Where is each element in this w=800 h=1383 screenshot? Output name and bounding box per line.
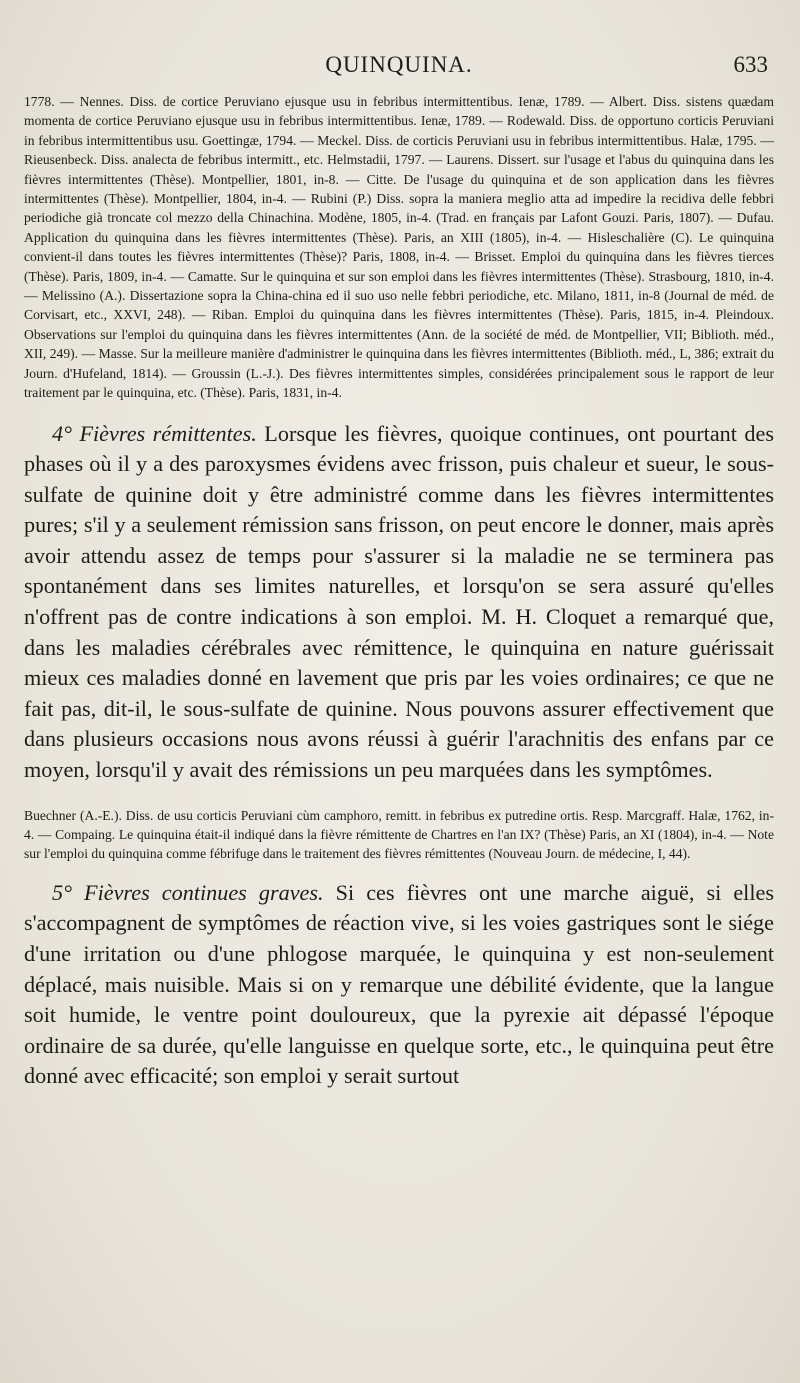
- running-title: QUINQUINA.: [325, 52, 473, 77]
- paragraph-continuous-fevers: [24, 878, 774, 1092]
- running-header: [24, 52, 774, 90]
- bibliography-block-1: 1778. — Nennes. Diss. de cortice Peruviano ejusque usu in febribus intermittentibus. Ienæ, 1789. — Albert. Diss. sistens quædam momenta de cortice Peruviano ejusque usu in febribus intermittentibus. Ienæ, 1789. — Rodewald. Diss. de opportuno corticis Peruviani in febribus intermittentibus usu. Goettingæ, 1794. — Meckel. Diss. de corticis Peruviani usu in febribus intermittentibus. Halæ, 1795. — Rieusenbeck. Diss. analecta de febribus intermitt., etc. Helmstadii, 1797. — Laurens. Dissert. sur l'usage et l'abus du quinquina dans les fièvres intermittentes (Thèse). Montpellier, 1801, in-8. — Citte. De l'usage du quinquina et de son application dans les fièvres intermittentes (Thèse). Montpellier, 1804, in-4. — Rubini (P.) Diss. sopra la maniera meglio atta ad impedire la recidiva delle febbri periodiche già troncate col mezzo della Chinachina. Modène, 1805, in-4. (Trad. en français par Lafont Gouzi. Paris, 1807). — Dufau. Application du quinquina dans les fièvres intermittentes (Thèse). Paris, an XIII (1805), in-4. — Hisleschalière (C). Le quinquina convient-il dans toutes les fièvres intermittentes (Thèse)? Paris, 1808, in-4. — Brisset. Emploi du quinquina dans les fièvres tierces (Thèse). Paris, 1809, in-4. — Camatte. Sur le quinquina et sur son emploi dans les fièvres intermittentes (Thèse). Strasbourg, 1810, in-4. — Melissino (A.). Dissertazione sopra la China-china ed il suo uso nelle febbri periodiche, etc. Milano, 1811, in-8 (Journal de méd. de Corvisart, etc., XXVI, 248). — Riban. Emploi du quinquina dans les fièvres intermittentes (Thèse). Paris, 1815, in-4. Pleindoux. Observations sur l'emploi du quinquina dans les fièvres intermittentes (Ann. de la société de méd. de Montpellier, VII; Biblioth. méd., XII, 249). — Masse. Sur la meilleure manière d'administrer le quinquina dans les fièvres intermittentes (Biblioth. méd., L, 386; extrait du Journ. d'Hufeland, 1814). — Groussin (L.-J.). Des fièvres intermittentes simples, considérées principalement sous le rapport de leur traitement par le quinquina, etc. (Thèse). Paris, 1831, in-4.: [24, 94, 774, 401]
- section-text-5: Si ces fièvres ont une marche aiguë, si elles s'accompagnent de symptômes de réaction vive, si les voies gastriques sont le siége d'une irritation ou d'une phlogose marquée, le quinquina y est non-seulement déplacé, mais nuisible. Mais si on y remarque une débilité évidente, que la langue soit humide, le ventre point douloureux, que la pyrexie ait dépassé l'époque ordinaire de sa durée, qu'elle languisse en quelque sorte, etc., le quinquina peut être donné avec efficacité; son emploi y serait surtout: [24, 879, 774, 1089]
- section-text-4: Lorsque les fièvres, quoique continues, ont pourtant des phases où il y a des paroxysmes évidens avec frisson, puis chaleur et sueur, le sous-sulfate de quinine doit y être administré comme dans les fièvres intermittentes pures; s'il y a seulement rémission sans frisson, on peut encore le donner, mais après avoir attendu assez de temps pour s'assurer si la maladie ne se terminera pas spontanément dans ses limites naturelles, et lorsqu'on se sera assuré qu'elles n'offrent pas de contre indications à son emploi. M. H. Cloquet a remarqué que, dans les maladies cérébrales avec rémittence, le quinquina en nature guérissait mieux ces maladies donné en lavement que pris par les voies ordinaires; ce que ne fait pas, dit-il, le sous-sulfate de quinine. Nous pouvons assurer effectivement que dans plusieurs occasions nous avons réussi à guérir l'arachnitis des enfans par ce moyen, lorsqu'il y avait des rémissions un peu marquées dans les symptômes.: [24, 420, 774, 783]
- section-heading-5: 5° Fièvres continues graves.: [52, 879, 324, 905]
- section-heading-4: 4° Fièvres rémittentes.: [52, 420, 257, 446]
- paragraph-remittent-fevers: [24, 419, 774, 786]
- bibliography-block-2: Buechner (A.-E.). Diss. de usu corticis Peruviani cùm camphoro, remitt. in febribus ex putredine ortis. Resp. Marcgraff. Halæ, 1762, in-4. — Compaing. Le quinquina était-il indiqué dans la fièvre rémittente de Chartres en l'an IX? (Thèse) Paris, an XI (1804), in-4. — Note sur l'emploi du quinquina comme fébrifuge dans le traitement des fièvres rémittentes (Nouveau Journ. de médecine, I, 44).: [24, 807, 774, 862]
- page-number: 633: [733, 52, 768, 77]
